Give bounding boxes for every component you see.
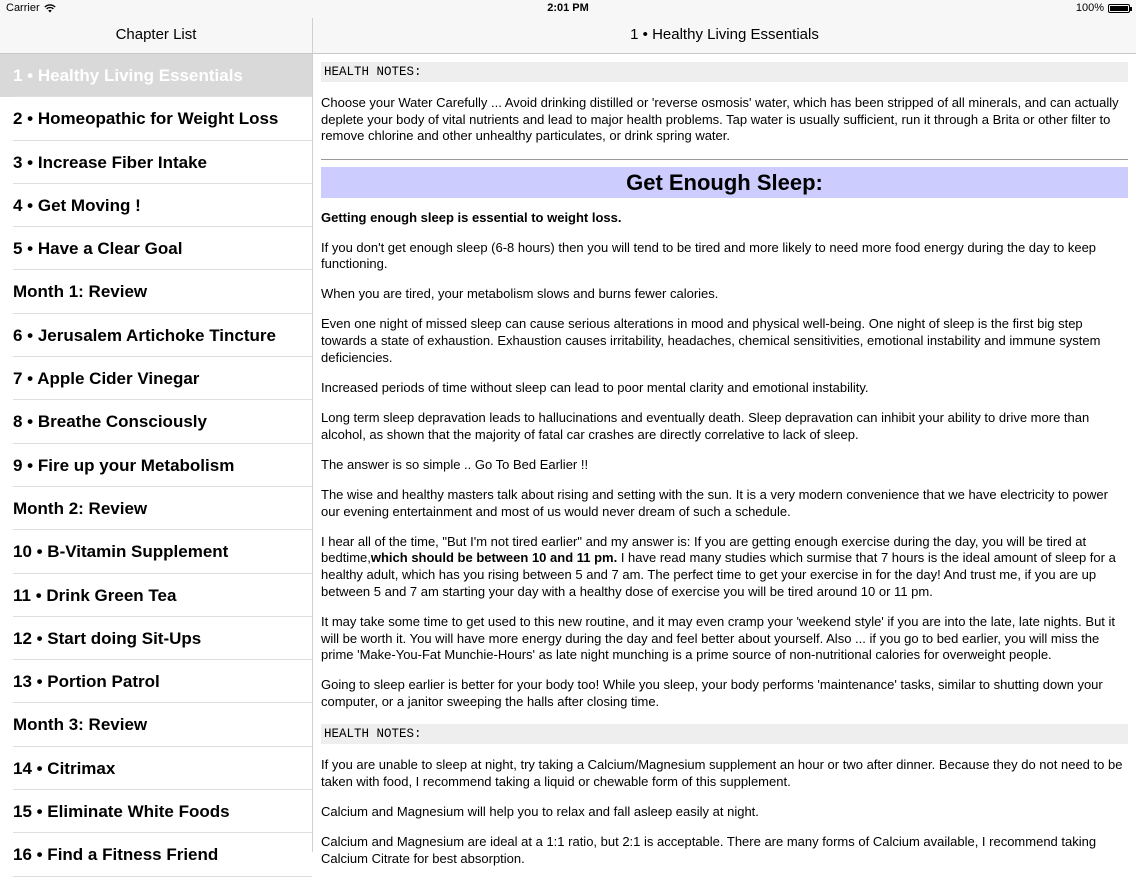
paragraph: The wise and healthy masters talk about rising and setting with the sun. It is a very modern convenience that we have electricity to power our evening entertainment and most of us would never dream of such a schedule. — [321, 486, 1108, 519]
paragraph: If you don't get enough sleep (6-8 hours) then you will tend to be tired and more likely to need more food energy during the day to keep functioning. — [321, 239, 1097, 272]
paragraph: Long term sleep depravation leads to hallucinations and eventually death. Sleep depravation can inhibit your ability to drive more than alcohol, as shown that the majority of fatal car crashes are directly correlative to lack of sleep. — [321, 410, 1090, 442]
paragraph: Calcium and Magnesium will help you to relax and fall asleep easily at night. — [321, 804, 759, 820]
chapter-item[interactable]: 11 • Drink Green Tea — [0, 574, 312, 617]
paragraph-text: I hear all of the time, "But I'm not tired earlier" and my answer is: If you are getting enough exercise during the day, you will be tired at bedtime, — [321, 533, 1087, 566]
chapter-item[interactable]: 5 • Have a Clear Goal — [0, 227, 312, 270]
chapter-item-selected[interactable]: 1 • Healthy Living Essentials — [0, 54, 312, 97]
chapter-item[interactable]: 9 • Fire up your Metabolism — [0, 444, 312, 487]
health-notes-header: HEALTH NOTES: — [321, 62, 1128, 82]
article-body — [313, 54, 1136, 868]
chapter-item[interactable]: 2 • Homeopathic for Weight Loss — [0, 97, 312, 140]
chapter-item[interactable]: Month 2: Review — [0, 487, 312, 530]
divider — [321, 159, 1128, 160]
chapter-item[interactable]: 10 • B-Vitamin Supplement — [0, 530, 312, 573]
battery-icon — [1108, 4, 1130, 13]
chapter-item[interactable]: Month 3: Review — [0, 703, 312, 746]
paragraph: Increased periods of time without sleep can lead to poor mental clarity and emotional instability. — [321, 379, 869, 395]
chapter-content[interactable] — [313, 18, 1136, 866]
chapter-item[interactable]: 14 • Citrimax — [0, 747, 312, 790]
chapter-title: 1 • Healthy Living Essentials — [313, 18, 1136, 54]
chapter-item[interactable]: 7 • Apple Cider Vinegar — [0, 357, 312, 400]
chapter-list — [0, 54, 312, 877]
chapter-item[interactable]: 8 • Breathe Consciously — [0, 400, 312, 443]
paragraph — [321, 534, 1128, 601]
battery-percent: 100% — [1075, 2, 1104, 14]
chapter-item[interactable]: 4 • Get Moving ! — [0, 184, 312, 227]
section-heading: Get Enough Sleep: — [321, 167, 1128, 198]
chapter-item[interactable]: 16 • Find a Fitness Friend — [0, 833, 312, 876]
sidebar-title: Chapter List — [0, 18, 312, 54]
chapter-item[interactable]: 3 • Increase Fiber Intake — [0, 141, 312, 184]
paragraph: When you are tired, your metabolism slows and burns fewer calories. — [321, 286, 719, 302]
chapter-item[interactable]: 15 • Eliminate White Foods — [0, 790, 312, 833]
chapter-sidebar — [0, 18, 313, 865]
paragraph: Calcium and Magnesium are ideal at a 1:1 ratio, but 2:1 is acceptable. There are many forms of Calcium available, I recommend taking Calcium Citrate for best absorption. — [321, 834, 1097, 866]
paragraph: It may take some time to get used to this new routine, and it may even cramp your 'weekend style' if you are into the late, late nights. But it will be worth it. You will have more energy during the day and feel better about yourself. Also ... if you go to bed earlier, you will miss the prime 'Make-You-Fat Munchie-Hours' as late night munching is a prime source of non-nutritional calories for overweight people. — [321, 613, 1116, 663]
health-notes-header: HEALTH NOTES: — [321, 724, 1128, 744]
clock: 2:01 PM — [547, 2, 589, 14]
paragraph-text: I have read many studies which surmise that 7 hours is the ideal amount of sleep for a healthy adult, which has you rising between 5 and 7 am. The perfect time to get your exercise in for the day! And trust me, if you are up between 5 and 7 am starting your day with a healthy dose of exercise you will be tired around 10 or 11 pm. — [321, 550, 1116, 599]
chapter-item[interactable]: 12 • Start doing Sit-Ups — [0, 617, 312, 660]
chapter-item[interactable]: 13 • Portion Patrol — [0, 660, 312, 703]
paragraph-emphasis: which should be between 10 and 11 pm. — [370, 550, 618, 566]
paragraph: Choose your Water Carefully ... Avoid drinking distilled or 'reverse osmosis' water, which has been stripped of all minerals, and can actually deplete your body of vital nutrients and lead to major health problems. Tap water is usually sufficient, run it through a Brita or other filter to remove chlorine and other unhealthy particulates, or drink spring water. — [321, 95, 1119, 144]
paragraph: If you are unable to sleep at night, try taking a Calcium/Magnesium supplement an hour or two after dinner. Because they do not need to be taken with food, I recommend taking a liquid or chewable form of this supplement. — [321, 757, 1123, 789]
status-bar — [0, 0, 1136, 18]
battery-indicator — [1076, 2, 1130, 14]
paragraph: Even one night of missed sleep can cause serious alterations in mood and physical well-being. One night of sleep is the first big step towards a state of exhaustion. Exhaustion causes irritability, headaches, chemical sensitivities, emotional instability and immune system deficiencies. — [321, 316, 1101, 365]
paragraph-lead: Getting enough sleep is essential to weight loss. — [321, 209, 622, 225]
carrier-label: Carrier — [6, 2, 40, 14]
paragraph: The answer is so simple .. Go To Bed Earlier !! — [321, 456, 589, 472]
paragraph: Going to sleep earlier is better for your body too! While you sleep, your body performs 'maintenance' tasks, similar to shutting down your computer, or a janitor sweeping the halls after closing time. — [321, 677, 1103, 710]
chapter-item[interactable]: Month 1: Review — [0, 270, 312, 313]
chapter-item[interactable]: 6 • Jerusalem Artichoke Tincture — [0, 314, 312, 357]
